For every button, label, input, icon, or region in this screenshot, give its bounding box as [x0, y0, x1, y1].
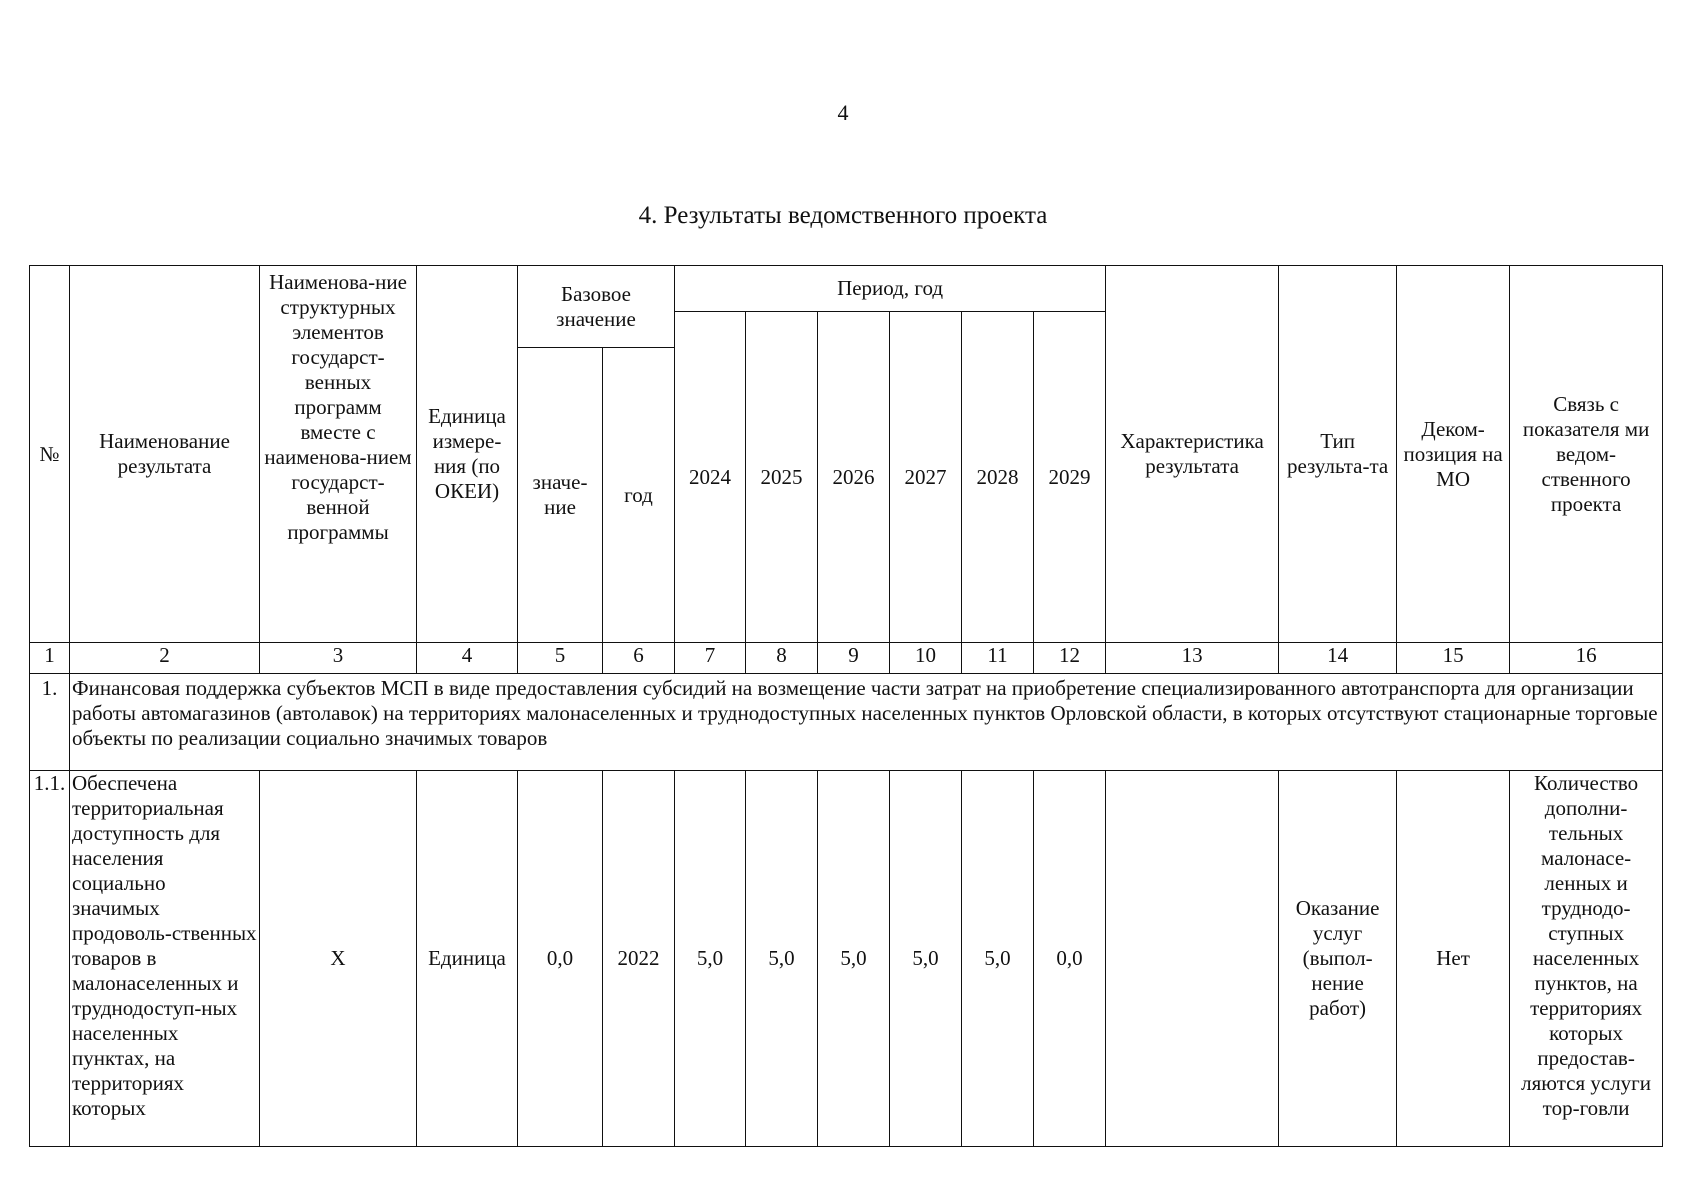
header-base-year: год	[603, 348, 675, 643]
column-number: 1	[30, 643, 70, 674]
header-year-2024: 2024	[675, 312, 746, 643]
column-number: 10	[890, 643, 962, 674]
column-number: 11	[962, 643, 1034, 674]
row-base-value: 0,0	[518, 771, 603, 1147]
header-type: Тип результа-та	[1279, 266, 1397, 643]
header-year-2029: 2029	[1034, 312, 1106, 643]
header-characteristic: Характеристика результата	[1106, 266, 1279, 643]
header-decomposition: Деком-позиция на МО	[1397, 266, 1510, 643]
section-text: Финансовая поддержка субъектов МСП в виде предоставления субсидий на возмещение части затрат на приобретение специализированного автотранспорта для организации работы автомагазинов (автолавок) на территориях малонаселенных и труднодоступных населенных пунктов Орловской области, в которых отсутствуют стационарные торговые объекты по реализации социально значимых товаров	[70, 674, 1663, 771]
column-number: 6	[603, 643, 675, 674]
row-value-2028: 5,0	[962, 771, 1034, 1147]
header-year-2027: 2027	[890, 312, 962, 643]
column-number: 15	[1397, 643, 1510, 674]
row-decomposition: Нет	[1397, 771, 1510, 1147]
row-base-year: 2022	[603, 771, 675, 1147]
row-link: Количество дополни-тельных малонасе-ленных и труднодо-ступных населенных пунктов, на территориях которых предостав-ляются услуги тор-говли	[1510, 771, 1663, 1147]
row-characteristic	[1106, 771, 1279, 1147]
header-no: №	[30, 266, 70, 643]
section-title: 4. Результаты ведомственного проекта	[638, 202, 1048, 229]
column-number: 5	[518, 643, 603, 674]
column-number: 4	[417, 643, 518, 674]
header-base-value: значе-ние	[518, 348, 603, 643]
results-table	[29, 265, 1663, 1147]
header-period-group: Период, год	[675, 266, 1106, 312]
row-value-2027: 5,0	[890, 771, 962, 1147]
header-base-value-group: Базовое значение	[518, 266, 675, 348]
column-number: 3	[260, 643, 417, 674]
column-numbers-row	[30, 643, 1663, 674]
column-number: 2	[70, 643, 260, 674]
header-year-2026: 2026	[818, 312, 890, 643]
column-number: 7	[675, 643, 746, 674]
header-year-2025: 2025	[746, 312, 818, 643]
row-value-2024: 5,0	[675, 771, 746, 1147]
section-number: 1.	[30, 674, 70, 771]
column-number: 9	[818, 643, 890, 674]
header-link: Связь с показателя ми ведом-ственного проекта	[1510, 266, 1663, 643]
row-value-2025: 5,0	[746, 771, 818, 1147]
header-unit: Единица измере-ния (по ОКЕИ)	[417, 266, 518, 643]
column-number: 8	[746, 643, 818, 674]
row-number: 1.1.	[30, 771, 70, 1147]
column-number: 12	[1034, 643, 1106, 674]
column-number: 16	[1510, 643, 1663, 674]
table-row	[30, 771, 1663, 1147]
section-row	[30, 674, 1663, 771]
header-result-name: Наименование результата	[70, 266, 260, 643]
row-structural: X	[260, 771, 417, 1147]
header-structural-elements: Наименова-ние структурных элементов государст-венных программ вместе с наименова-нием государст-венной программы	[260, 266, 417, 643]
row-value-2026: 5,0	[818, 771, 890, 1147]
row-type: Оказание услуг (выпол-нение работ)	[1279, 771, 1397, 1147]
header-year-2028: 2028	[962, 312, 1034, 643]
page-number: 4	[837, 100, 849, 125]
column-number: 14	[1279, 643, 1397, 674]
row-unit: Единица	[417, 771, 518, 1147]
row-value-2029: 0,0	[1034, 771, 1106, 1147]
column-number: 13	[1106, 643, 1279, 674]
row-result-name: Обеспечена территориальная доступность для населения социально значимых продоволь-ственных товаров в малонаселенных и труднодоступ-ных населенных пунктах, на территориях которых	[70, 771, 260, 1147]
